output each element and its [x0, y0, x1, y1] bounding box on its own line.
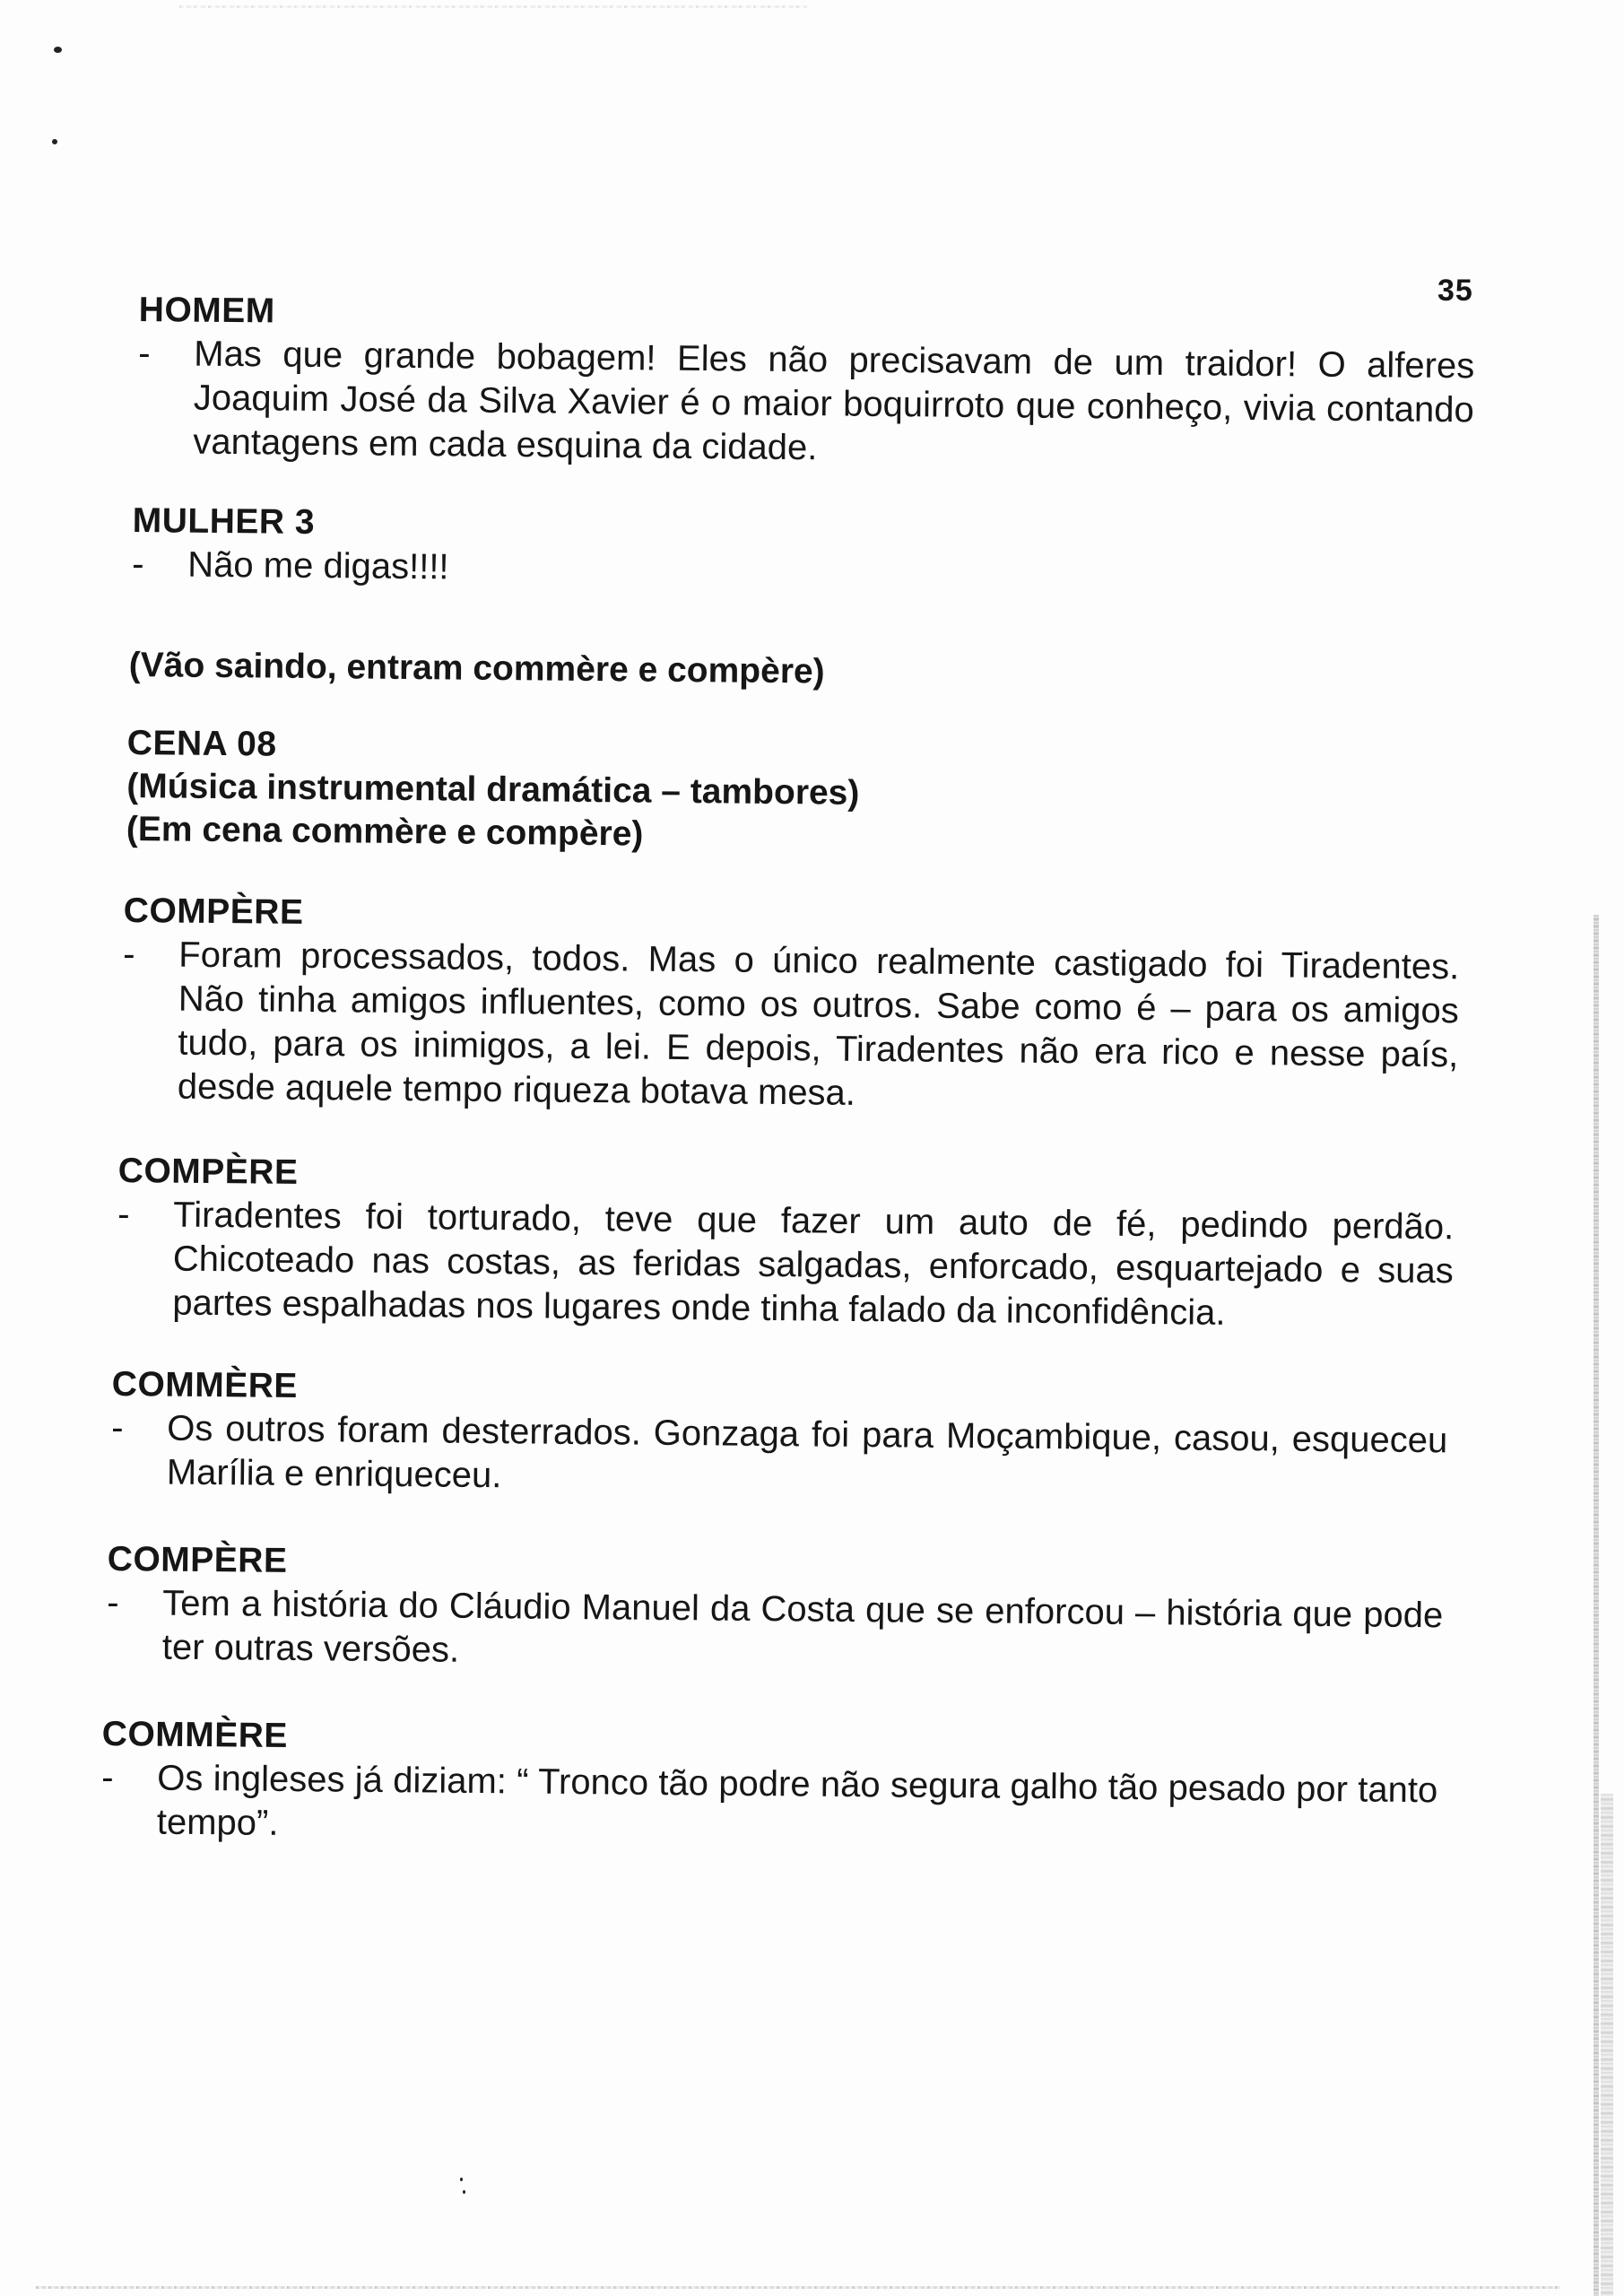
speaker-name: MULHER 3	[132, 500, 316, 542]
dialogue-dash: -	[107, 1582, 119, 1623]
scan-edge	[36, 2286, 1560, 2289]
dialogue-block	[101, 1713, 1438, 1857]
dialogue-text: Tem a história do Cláudio Manuel da Costa que se enforcou – história que pode ter outras versões.	[161, 1583, 1444, 1670]
dialogue-text: Os outros foram desterrados. Gonzaga foi para Moçambique, casou, esqueceu Marília e enriqueceu.	[166, 1408, 1448, 1496]
dialogue-block	[122, 890, 1460, 1121]
dialogue-text: Não me digas!!!!	[187, 544, 449, 587]
scan-edge	[1601, 1794, 1613, 2296]
dialogue-dash: -	[132, 544, 144, 585]
dialogue-dash: -	[117, 1194, 130, 1235]
stage-direction: (Em cena commère e compère)	[126, 809, 644, 854]
dialogue-block	[132, 500, 1469, 599]
dialogue-text: Tiradentes foi torturado, teve que fazer um auto de fé, pedindo perdão. Chicoteado nas costas, as feridas salgadas, enforcado, esquartejado e suas partes espalhadas nos lugares onde tinha falado da inconfidência.	[172, 1195, 1455, 1333]
speaker-name: HOMEM	[138, 290, 275, 331]
scan-edge	[179, 5, 807, 8]
dialogue-block	[137, 289, 1475, 476]
stage-direction: (Música instrumental dramática – tambores)	[126, 766, 860, 813]
dialogue-dash: -	[138, 333, 151, 374]
stage-direction: (Vão saindo, entram commère e compère)	[128, 645, 825, 691]
dialogue-block	[117, 1150, 1455, 1337]
stage-direction-block	[129, 644, 1385, 699]
page-number: 35	[1437, 274, 1473, 308]
scan-edge	[1594, 915, 1599, 2296]
dialogue-text: Mas que grande bobagem! Eles não precisavam de um traidor! O alferes Joaquim José da Silva Xavier é o maior boquirroto que conheço, vivia contando vantagens em cada esquina da cidade.	[193, 334, 1475, 468]
scan-speck	[52, 139, 57, 144]
speaker-name: COMMÈRE	[111, 1364, 299, 1405]
dialogue-line	[137, 332, 1474, 476]
dialogue-line	[122, 933, 1460, 1121]
dialogue-dash: -	[123, 934, 135, 975]
speaker-name: COMPÈRE	[107, 1539, 288, 1580]
dialogue-text: Foram processados, todos. Mas o único realmente castigado foi Tiradentes. Não tinha amigos influentes, como os outros. Sabe como é – para os amigos tudo, para os inimigos, a lei. E depois, Tiradentes não era rico e nesse país, desde aquele tempo riqueza botava mesa.	[177, 935, 1460, 1113]
speaker-name: COMMÈRE	[101, 1714, 289, 1755]
dialogue-block	[107, 1538, 1444, 1682]
dialogue-text: Os ingleses já diziam: “ Tronco tão podre não segura galho tão pesado por tanto tempo”.	[156, 1758, 1438, 1843]
speaker-name: COMPÈRE	[117, 1151, 299, 1192]
dialogue-dash: -	[111, 1407, 124, 1448]
scan-speck	[460, 2178, 463, 2181]
dialogue-line	[107, 1581, 1444, 1682]
dialogue-line	[117, 1193, 1454, 1337]
dialogue-block	[111, 1363, 1448, 1507]
scene-block	[126, 722, 1383, 863]
dialogue-dash: -	[101, 1757, 114, 1798]
scan-speck	[463, 2190, 465, 2194]
scan-speck	[54, 47, 62, 53]
scene-title: CENA 08	[126, 723, 277, 764]
dialogue-line	[111, 1406, 1448, 1507]
speaker-name: COMPÈRE	[123, 891, 304, 932]
dialogue-line	[101, 1756, 1438, 1857]
